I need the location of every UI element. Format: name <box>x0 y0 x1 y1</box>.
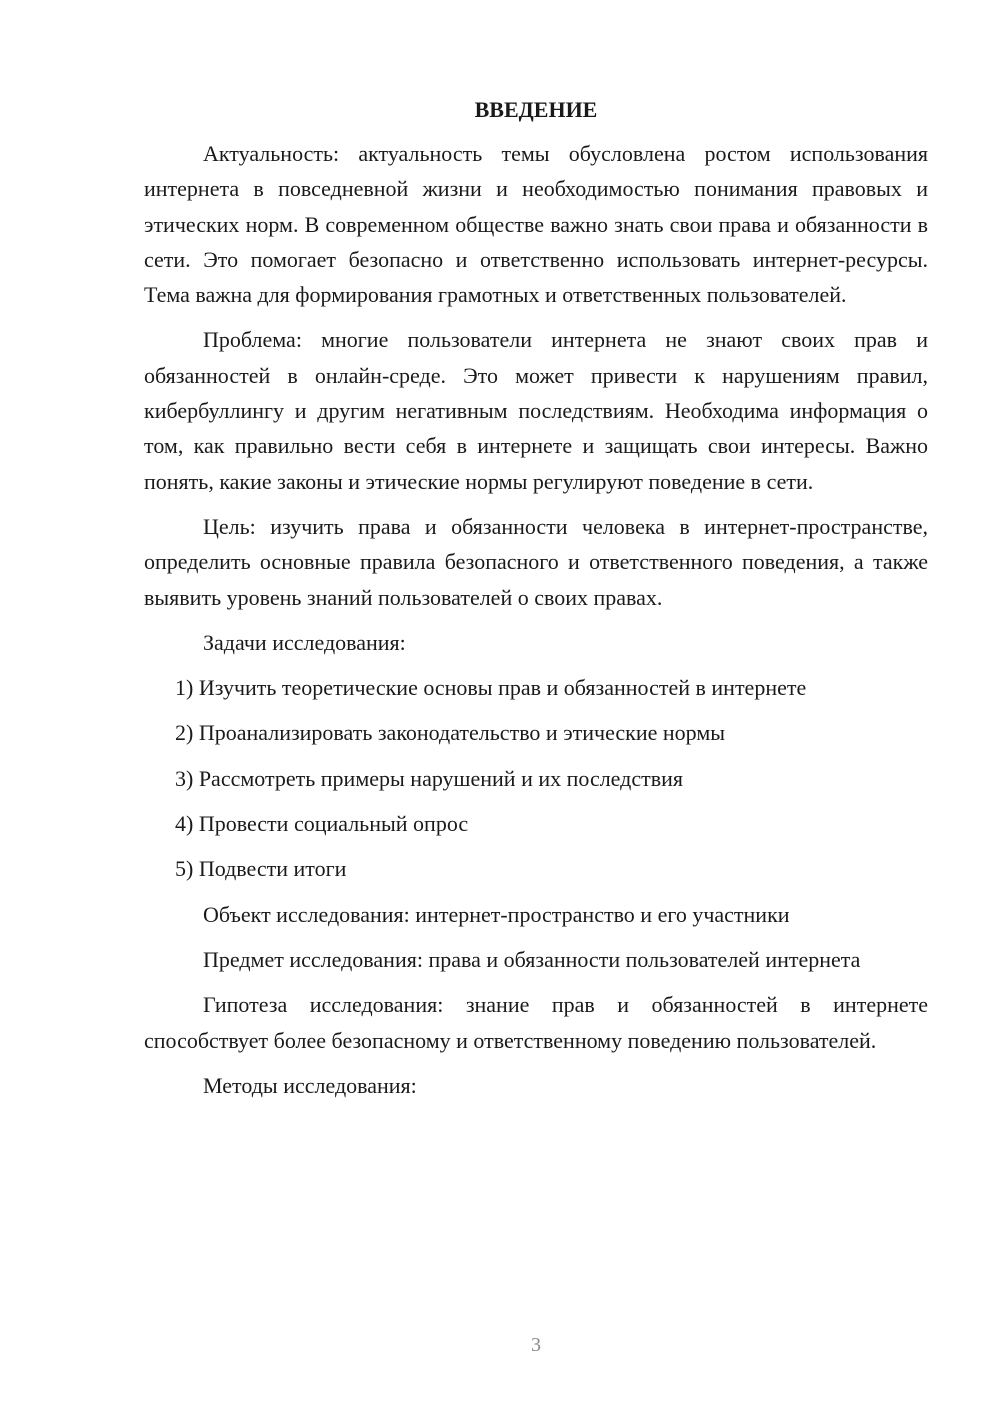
page-content <box>144 94 928 1113</box>
section-heading: ВВЕДЕНИЕ <box>474 97 598 122</box>
page-number: 3 <box>531 1334 541 1356</box>
task-item: 5) Подвести итоги <box>175 856 347 882</box>
task-item: 4) Провести социальный опрос <box>175 811 469 837</box>
task-item: 2) Проанализировать законодательство и этические нормы <box>175 720 726 746</box>
object-paragraph: Объект исследования: интернет-пространство и его участники <box>203 901 790 927</box>
tasks-heading: Задачи исследования: <box>203 629 406 655</box>
relevance-paragraph: Актуальность: актуальность темы обусловлена ростом использования интернета в повседневной жизни и необходимостью понимания правовых и этических норм. В современном обществе важно знать свои права и обязанности в сети. Это помогает безопасно и ответственно использовать интернет-ресурсы. Тема важна для формирования грамотных и ответственных пользователей. <box>144 141 928 308</box>
methods-heading: Методы исследования: <box>203 1072 417 1098</box>
task-item: 3) Рассмотреть примеры нарушений и их последствия <box>175 765 684 791</box>
task-item: 1) Изучить теоретические основы прав и обязанностей в интернете <box>175 675 807 701</box>
goal-paragraph: Цель: изучить права и обязанности человека в интернет-пространстве, определить основные правила безопасного и ответственного поведения, а также выявить уровень знаний пользователей о своих правах. <box>144 513 928 610</box>
hypothesis-paragraph: Гипотеза исследования: знание прав и обязанностей в интернете способствует более безопасному и ответственному поведению пользователей. <box>144 992 928 1053</box>
problem-paragraph: Проблема: многие пользователи интернета не знают своих прав и обязанностей в онлайн-среде. Это может привести к нарушениям правил, кибербуллингу и другим негативным последствиям. Необходима информация о том, как правильно вести себя в интернете и защищать свои интересы. Важно понять, какие законы и этические нормы регулируют поведение в сети. <box>144 327 928 494</box>
subject-paragraph: Предмет исследования: права и обязанности пользователей интернета <box>203 946 861 972</box>
